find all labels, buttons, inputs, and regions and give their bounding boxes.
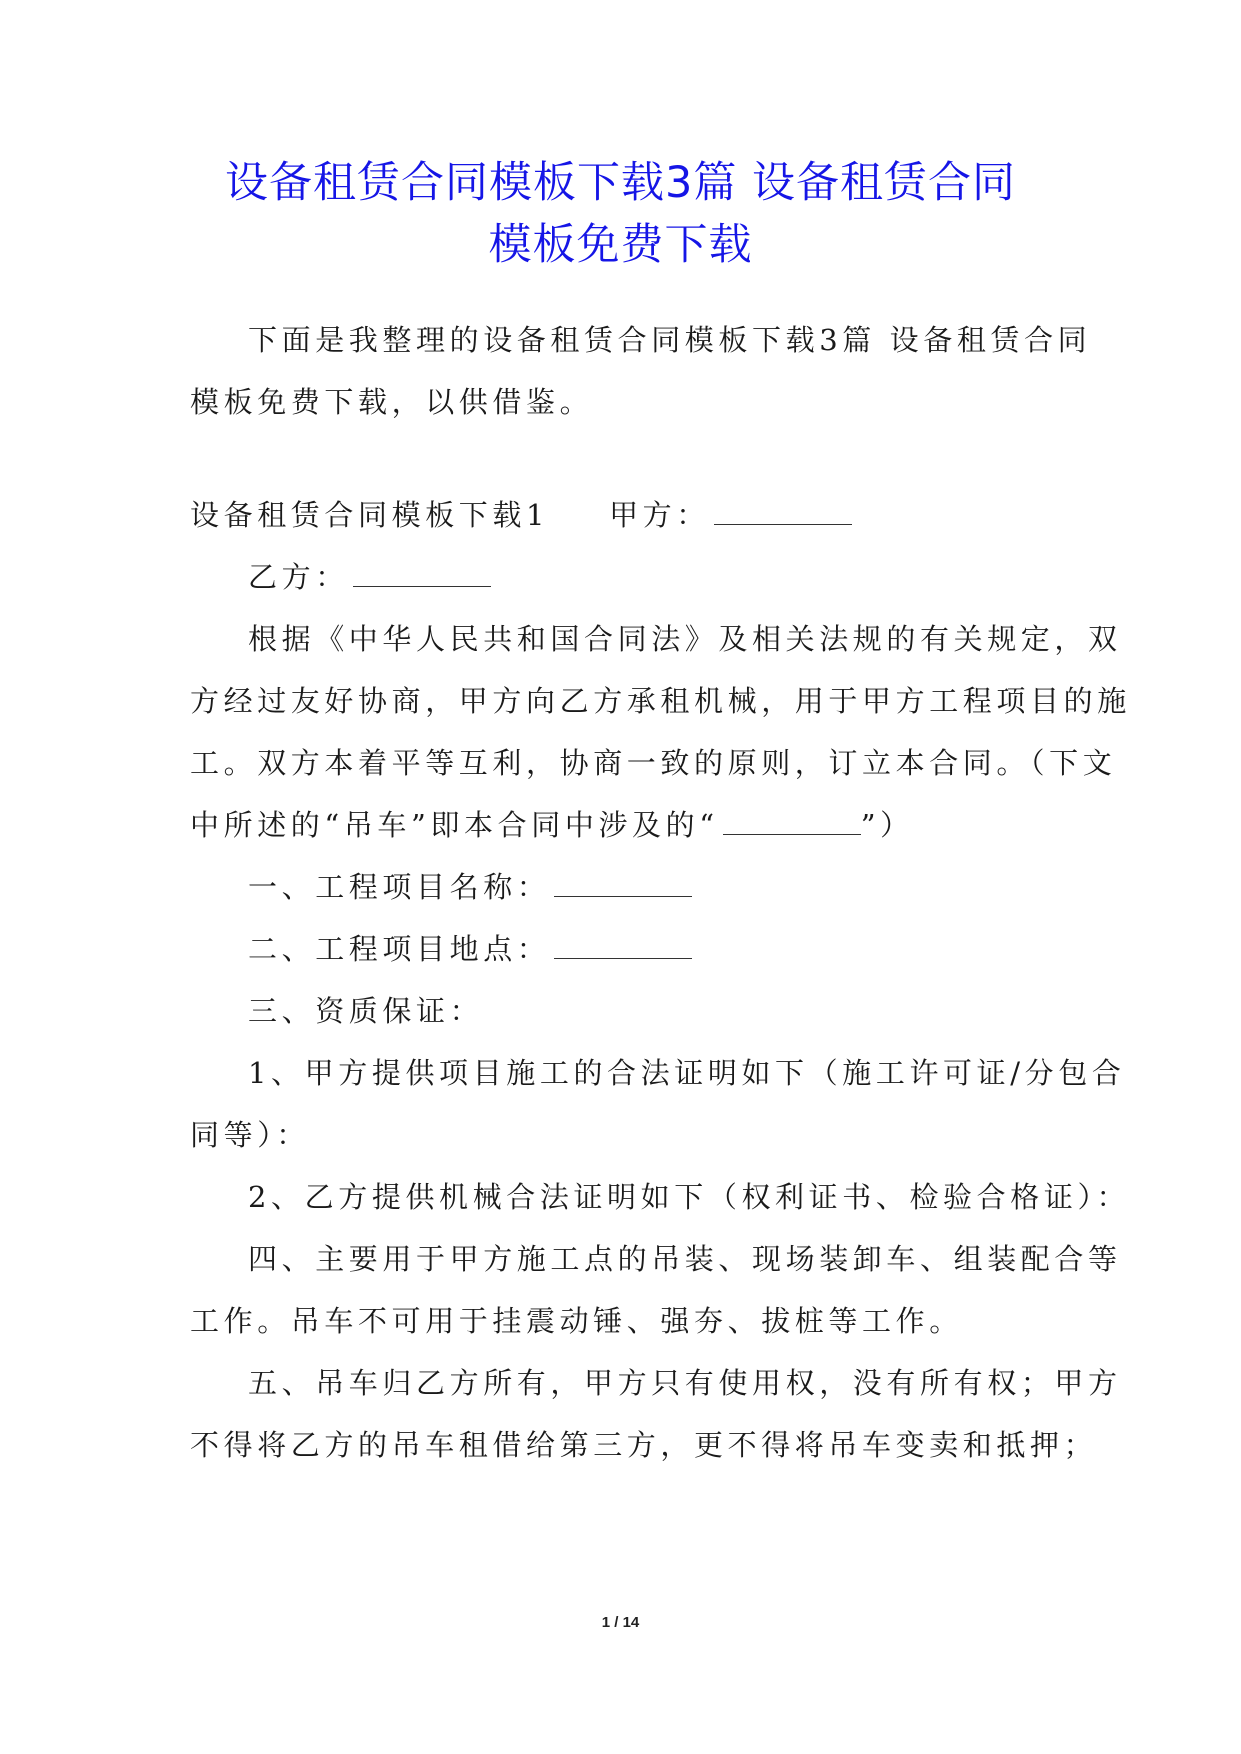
section-heading-row	[190, 484, 1051, 546]
item-4-line-1: 四、主要用于甲方施工点的吊装、现场装卸车、组装配合等	[248, 1242, 1122, 1276]
item-1-row	[190, 856, 1051, 918]
title-line-2: 模板免费下载	[488, 220, 753, 270]
party-a-label: 甲方：	[609, 498, 710, 532]
para1-line-4-b: ”）	[860, 808, 914, 842]
item-2: 二、工程项目地点：	[248, 932, 551, 966]
para1-line-3: 工。双方本着平等互利，协商一致的原则，订立本合同。（下文	[190, 746, 1117, 780]
item-1: 一、工程项目名称：	[248, 870, 551, 904]
intro-line-2: 模板免费下载，以供借鉴。	[190, 385, 594, 419]
crane-blank	[723, 814, 861, 835]
item-3-2: 2、乙方提供机械合法证明如下（权利证书、检验合格证）：	[248, 1180, 1131, 1214]
party-b-blank	[353, 566, 491, 587]
item-3-1-line-1: 1、甲方提供项目施工的合法证明如下（施工许可证/分包合	[248, 1056, 1126, 1090]
item-3-1-line-2: 同等）：	[190, 1118, 310, 1152]
item-5-line-2: 不得将乙方的吊车租借给第三方，更不得将吊车变卖和抵押；	[190, 1428, 1098, 1462]
para1-line-2: 方经过友好协商，甲方向乙方承租机械，用于甲方工程项目的施	[190, 684, 1131, 718]
page-number: 1 / 14	[601, 1614, 640, 1631]
item-4-line-2: 工作。吊车不可用于挂震动锤、强夯、拔桩等工作。	[190, 1304, 963, 1338]
para1-line-1: 根据《中华人民共和国合同法》及相关法规的有关规定，双	[248, 622, 1122, 656]
party-b-row	[190, 546, 1051, 608]
para1-line-4	[190, 794, 1051, 856]
item-5-line-1: 五、吊车归乙方所有，甲方只有使用权，没有所有权；甲方	[248, 1366, 1122, 1400]
document-title	[190, 152, 1051, 276]
title-line-1: 设备租赁合同模板下载3篇 设备租赁合同	[224, 158, 1017, 208]
project-location-blank	[554, 938, 692, 959]
item-3: 三、资质保证：	[248, 994, 484, 1028]
item-2-row	[190, 918, 1051, 980]
section-heading: 设备租赁合同模板下载1	[190, 498, 550, 532]
project-name-blank	[554, 876, 692, 897]
para1-line-4-a: 中所述的“吊车”即本合同中涉及的“	[190, 808, 719, 842]
party-b-label: 乙方：	[248, 560, 349, 594]
intro-line-1: 下面是我整理的设备租赁合同模板下载3篇 设备租赁合同	[248, 323, 1092, 357]
party-a-blank	[714, 504, 852, 525]
